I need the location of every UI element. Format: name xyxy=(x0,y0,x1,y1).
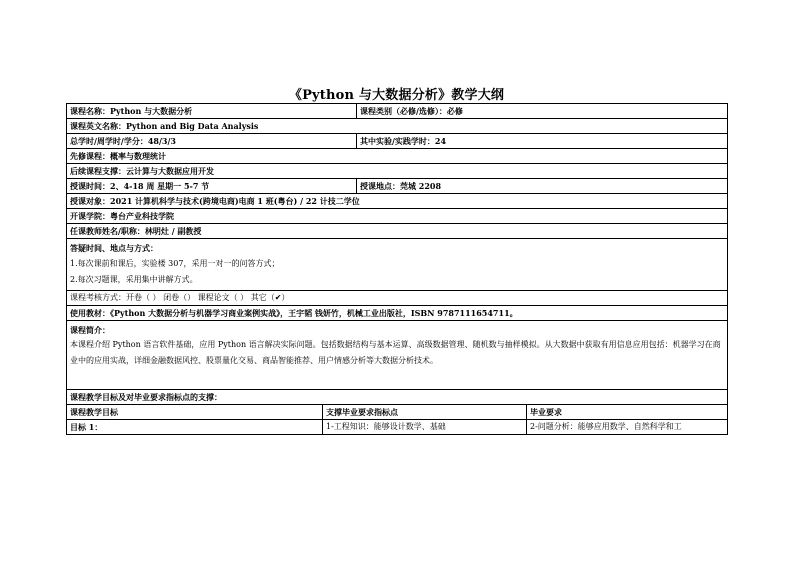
course-name-cell: 课程名称：Python 与大数据分析 xyxy=(67,104,357,119)
table-row xyxy=(67,390,728,405)
table-row xyxy=(67,239,728,291)
table-row xyxy=(67,306,728,321)
teacher-cell: 任课教师姓名/职称：林明灶 / 副教授 xyxy=(67,224,728,239)
intro-title: 课程简介： xyxy=(70,325,110,335)
qa-item-1: 1.每次课前和课后，实验楼 307，采用一对一的问答方式； xyxy=(70,259,280,268)
table-row xyxy=(67,291,728,306)
followup-course-cell: 后续课程支撑：云计算与大数据应用开发 xyxy=(67,164,728,179)
col-header-requirement: 毕业要求 xyxy=(527,405,728,420)
hours-cell: 总学时/周学时/学分：48/3/3 xyxy=(67,134,357,149)
col-header-objective: 课程教学目标 xyxy=(67,405,323,420)
course-type-cell: 课程类别（必修/选修）：必修 xyxy=(357,104,728,119)
objective-1-indicator-cell: 1-工程知识：能够设计数学、基础 xyxy=(323,420,527,435)
qa-item-2: 2.每次习题课，采用集中讲解方式。 xyxy=(70,275,198,284)
table-row xyxy=(67,321,728,390)
intro-text: 本课程介绍 Python 语言软件基础，应用 Python 语言解决实际问题。包括数据结构与基本运算、高级数据管理、随机数与抽样模拟。从大数据中获取有用信息应用包括：机器学习在商业中的应用实战，详细金融数据风控、股票量化交易、商品智能推荐、用户情感分析等大数据分析技术。 xyxy=(70,340,721,365)
table-row xyxy=(67,149,728,164)
objective-1-cell: 目标 1： xyxy=(67,420,323,435)
syllabus-table xyxy=(66,103,728,435)
qa-title: 答疑时间、地点与方式： xyxy=(70,243,158,253)
lab-hours-cell: 其中实验/实践学时：24 xyxy=(357,134,728,149)
table-row xyxy=(67,104,728,119)
teaching-place-cell: 授课地点：莞城 2208 xyxy=(357,179,728,194)
prerequisite-cell: 先修课程：概率与数理统计 xyxy=(67,149,728,164)
table-row xyxy=(67,134,728,149)
teaching-time-cell: 授课时间：2、4-18 周 星期一 5-7 节 xyxy=(67,179,357,194)
college-cell: 开课学院：粤台产业科技学院 xyxy=(67,209,728,224)
table-row xyxy=(67,119,728,134)
table-row xyxy=(67,179,728,194)
table-row xyxy=(67,420,728,435)
english-name-cell: 课程英文名称：Python and Big Data Analysis xyxy=(67,119,728,134)
table-row xyxy=(67,224,728,239)
table-row xyxy=(67,405,728,420)
exam-method-cell: 课程考核方式：开卷（ ） 闭卷（） 课程论文（ ） 其它（✔） xyxy=(67,291,728,306)
qa-cell xyxy=(67,239,728,291)
intro-cell xyxy=(67,321,728,390)
col-header-indicator: 支撑毕业要求指标点 xyxy=(323,405,527,420)
textbook-cell: 使用教材：《Python 大数据分析与机器学习商业案例实战》，王宇韬 钱妍竹，机械工业出版社，ISBN 9787111654711。 xyxy=(67,306,728,321)
objective-1-requirement-cell: 2-问题分析：能够应用数学、自然科学和工 xyxy=(527,420,728,435)
table-row xyxy=(67,194,728,209)
table-row xyxy=(67,164,728,179)
table-row xyxy=(67,209,728,224)
objectives-title-cell: 课程教学目标及对毕业要求指标点的支撑： xyxy=(67,390,728,405)
page-title: 《Python 与大数据分析》教学大纲 xyxy=(288,88,505,103)
audience-cell: 授课对象：2021 计算机科学与技术(跨境电商)电商 1 班(粤台) / 22 计技二学位 xyxy=(67,194,728,209)
